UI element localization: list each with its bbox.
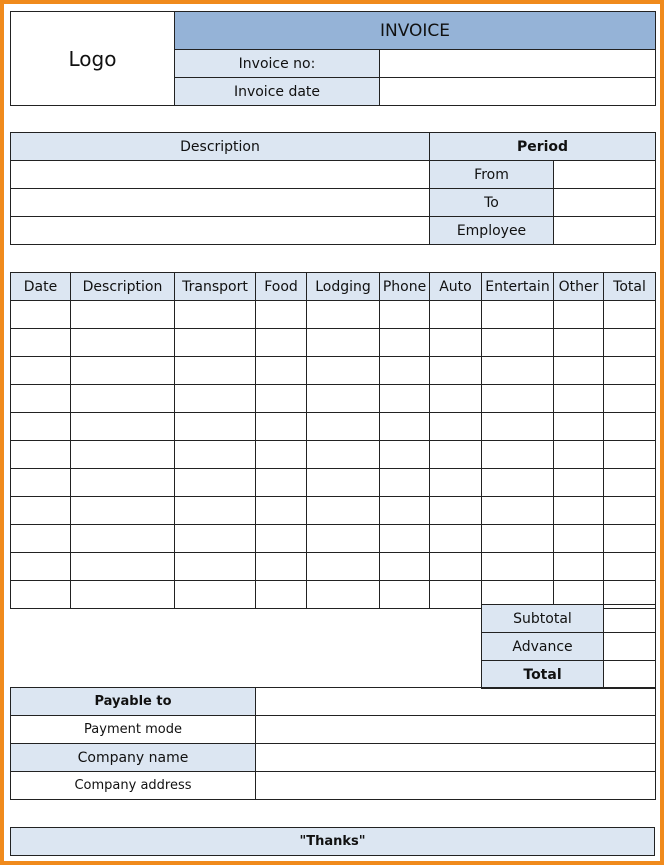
expense-cell[interactable] bbox=[554, 469, 604, 497]
expenses-header-row bbox=[11, 273, 656, 301]
expense-cell[interactable] bbox=[604, 357, 656, 385]
expense-row bbox=[11, 441, 656, 469]
expense-cell[interactable] bbox=[307, 553, 380, 581]
period-table bbox=[10, 132, 656, 245]
expense-cell[interactable] bbox=[430, 553, 482, 581]
payment-table bbox=[10, 687, 656, 800]
advance-field[interactable] bbox=[604, 633, 656, 661]
expense-cell[interactable] bbox=[307, 301, 380, 329]
expense-cell[interactable] bbox=[604, 301, 656, 329]
expense-cell[interactable] bbox=[11, 441, 71, 469]
payment-mode-field[interactable] bbox=[256, 716, 656, 744]
expense-row bbox=[11, 329, 656, 357]
expense-cell[interactable] bbox=[11, 581, 71, 609]
expense-cell[interactable] bbox=[604, 441, 656, 469]
expense-cell[interactable] bbox=[71, 385, 175, 413]
expense-cell[interactable] bbox=[256, 329, 307, 357]
expense-cell[interactable] bbox=[380, 385, 430, 413]
expense-cell[interactable] bbox=[11, 385, 71, 413]
expense-row bbox=[11, 469, 656, 497]
expense-cell[interactable] bbox=[604, 385, 656, 413]
expense-cell[interactable] bbox=[604, 469, 656, 497]
invoice-date-label: Invoice date bbox=[175, 78, 380, 106]
expense-cell[interactable] bbox=[11, 357, 71, 385]
expense-cell[interactable] bbox=[307, 329, 380, 357]
expense-cell[interactable] bbox=[256, 581, 307, 609]
expense-cell[interactable] bbox=[554, 525, 604, 553]
expense-cell[interactable] bbox=[604, 525, 656, 553]
subtotal-field[interactable] bbox=[604, 605, 656, 633]
expense-cell[interactable] bbox=[604, 329, 656, 357]
expense-cell[interactable] bbox=[604, 413, 656, 441]
expense-cell[interactable] bbox=[307, 525, 380, 553]
description-field[interactable] bbox=[11, 189, 430, 217]
expense-cell[interactable] bbox=[256, 525, 307, 553]
expense-row bbox=[11, 497, 656, 525]
expense-cell[interactable] bbox=[604, 497, 656, 525]
expense-cell[interactable] bbox=[604, 553, 656, 581]
from-field[interactable] bbox=[554, 161, 656, 189]
expense-cell[interactable] bbox=[256, 469, 307, 497]
to-label: To bbox=[430, 189, 554, 217]
expense-cell[interactable] bbox=[482, 497, 554, 525]
expense-cell[interactable] bbox=[554, 413, 604, 441]
description-header: Description bbox=[11, 133, 430, 161]
expense-cell[interactable] bbox=[11, 553, 71, 581]
invoice-title: INVOICE bbox=[175, 12, 656, 50]
expense-cell[interactable] bbox=[256, 553, 307, 581]
expense-cell[interactable] bbox=[256, 441, 307, 469]
company-address-label: Company address bbox=[11, 772, 256, 800]
total-field[interactable] bbox=[604, 661, 656, 689]
expense-column-header: Other bbox=[554, 273, 604, 301]
invoice-header bbox=[10, 11, 656, 106]
expense-cell[interactable] bbox=[380, 357, 430, 385]
expense-cell[interactable] bbox=[71, 329, 175, 357]
footer-table bbox=[10, 827, 655, 856]
payable-to-label: Payable to bbox=[11, 688, 256, 716]
expense-row bbox=[11, 385, 656, 413]
expense-cell[interactable] bbox=[430, 497, 482, 525]
logo: Logo bbox=[68, 46, 117, 71]
to-field[interactable] bbox=[554, 189, 656, 217]
expense-cell[interactable] bbox=[256, 301, 307, 329]
expense-row bbox=[11, 413, 656, 441]
expense-cell[interactable] bbox=[71, 581, 175, 609]
expense-cell[interactable] bbox=[380, 553, 430, 581]
payable-to-field[interactable] bbox=[256, 688, 656, 716]
expenses-table bbox=[10, 272, 656, 609]
expense-column-header: Date bbox=[11, 273, 71, 301]
expense-cell[interactable] bbox=[430, 525, 482, 553]
company-name-label: Company name bbox=[11, 744, 256, 772]
expense-cell[interactable] bbox=[380, 329, 430, 357]
expense-cell[interactable] bbox=[482, 385, 554, 413]
expense-cell[interactable] bbox=[71, 469, 175, 497]
logo-cell bbox=[11, 12, 175, 106]
expense-cell[interactable] bbox=[175, 413, 256, 441]
expense-cell[interactable] bbox=[380, 581, 430, 609]
expense-cell[interactable] bbox=[175, 301, 256, 329]
expense-cell[interactable] bbox=[11, 329, 71, 357]
expense-cell[interactable] bbox=[71, 553, 175, 581]
expense-column-header: Auto bbox=[430, 273, 482, 301]
description-field[interactable] bbox=[11, 217, 430, 245]
expense-cell[interactable] bbox=[482, 441, 554, 469]
company-name-field[interactable] bbox=[256, 744, 656, 772]
expense-cell[interactable] bbox=[11, 497, 71, 525]
expense-cell[interactable] bbox=[307, 385, 380, 413]
expense-cell[interactable] bbox=[554, 357, 604, 385]
expense-column-header: Entertain bbox=[482, 273, 554, 301]
expense-cell[interactable] bbox=[554, 441, 604, 469]
expense-cell[interactable] bbox=[307, 413, 380, 441]
expense-row bbox=[11, 525, 656, 553]
expense-cell[interactable] bbox=[482, 553, 554, 581]
total-label: Total bbox=[482, 661, 604, 689]
expense-cell[interactable] bbox=[175, 525, 256, 553]
expense-cell[interactable] bbox=[430, 413, 482, 441]
expense-cell[interactable] bbox=[175, 357, 256, 385]
expense-cell[interactable] bbox=[482, 413, 554, 441]
expense-column-header: Transport bbox=[175, 273, 256, 301]
employee-field[interactable] bbox=[554, 217, 656, 245]
expense-column-header: Total bbox=[604, 273, 656, 301]
expense-row bbox=[11, 553, 656, 581]
expense-cell[interactable] bbox=[380, 413, 430, 441]
expense-cell[interactable] bbox=[175, 581, 256, 609]
expense-cell[interactable] bbox=[71, 497, 175, 525]
invoice-date-field[interactable] bbox=[380, 78, 656, 106]
totals-table bbox=[481, 604, 656, 689]
description-field[interactable] bbox=[11, 161, 430, 189]
expense-cell[interactable] bbox=[11, 301, 71, 329]
expense-cell[interactable] bbox=[554, 301, 604, 329]
expense-cell[interactable] bbox=[11, 525, 71, 553]
expense-cell[interactable] bbox=[430, 385, 482, 413]
expense-cell[interactable] bbox=[482, 329, 554, 357]
invoice-no-field[interactable] bbox=[380, 50, 656, 78]
expense-cell[interactable] bbox=[380, 301, 430, 329]
expense-cell[interactable] bbox=[482, 357, 554, 385]
expense-cell[interactable] bbox=[71, 413, 175, 441]
expense-cell[interactable] bbox=[307, 497, 380, 525]
expense-cell[interactable] bbox=[380, 525, 430, 553]
company-address-field[interactable] bbox=[256, 772, 656, 800]
from-label: From bbox=[430, 161, 554, 189]
expense-cell[interactable] bbox=[175, 469, 256, 497]
expense-column-header: Lodging bbox=[307, 273, 380, 301]
expense-cell[interactable] bbox=[175, 329, 256, 357]
expense-column-header: Description bbox=[71, 273, 175, 301]
advance-label: Advance bbox=[482, 633, 604, 661]
expense-cell[interactable] bbox=[256, 497, 307, 525]
expense-cell[interactable] bbox=[554, 329, 604, 357]
expense-cell[interactable] bbox=[307, 441, 380, 469]
expense-cell[interactable] bbox=[71, 441, 175, 469]
expense-cell[interactable] bbox=[380, 441, 430, 469]
expense-cell[interactable] bbox=[482, 525, 554, 553]
expense-cell[interactable] bbox=[11, 469, 71, 497]
expense-cell[interactable] bbox=[175, 497, 256, 525]
expense-cell[interactable] bbox=[554, 385, 604, 413]
expense-cell[interactable] bbox=[430, 357, 482, 385]
expense-cell[interactable] bbox=[71, 301, 175, 329]
employee-label: Employee bbox=[430, 217, 554, 245]
expense-cell[interactable] bbox=[430, 469, 482, 497]
expense-cell[interactable] bbox=[430, 301, 482, 329]
expense-cell[interactable] bbox=[256, 413, 307, 441]
expense-cell[interactable] bbox=[71, 357, 175, 385]
expense-cell[interactable] bbox=[430, 329, 482, 357]
expense-cell[interactable] bbox=[256, 385, 307, 413]
expense-cell[interactable] bbox=[307, 581, 380, 609]
expense-column-header: Phone bbox=[380, 273, 430, 301]
subtotal-label: Subtotal bbox=[482, 605, 604, 633]
expense-cell[interactable] bbox=[11, 413, 71, 441]
expense-cell[interactable] bbox=[482, 469, 554, 497]
expense-cell[interactable] bbox=[307, 357, 380, 385]
expense-row bbox=[11, 301, 656, 329]
expense-row bbox=[11, 357, 656, 385]
expense-cell[interactable] bbox=[307, 469, 380, 497]
payment-mode-label: Payment mode bbox=[11, 716, 256, 744]
invoice-no-label: Invoice no: bbox=[175, 50, 380, 78]
expense-cell[interactable] bbox=[554, 497, 604, 525]
expense-cell[interactable] bbox=[175, 385, 256, 413]
expense-cell[interactable] bbox=[430, 441, 482, 469]
expense-cell[interactable] bbox=[256, 357, 307, 385]
expense-cell[interactable] bbox=[71, 525, 175, 553]
period-header: Period bbox=[430, 133, 656, 161]
thanks-message: "Thanks" bbox=[11, 828, 655, 856]
expense-cell[interactable] bbox=[380, 497, 430, 525]
expense-cell[interactable] bbox=[175, 441, 256, 469]
expense-cell[interactable] bbox=[430, 581, 482, 609]
expense-cell[interactable] bbox=[482, 301, 554, 329]
expense-cell[interactable] bbox=[380, 469, 430, 497]
expense-column-header: Food bbox=[256, 273, 307, 301]
expense-cell[interactable] bbox=[554, 553, 604, 581]
expense-cell[interactable] bbox=[175, 553, 256, 581]
